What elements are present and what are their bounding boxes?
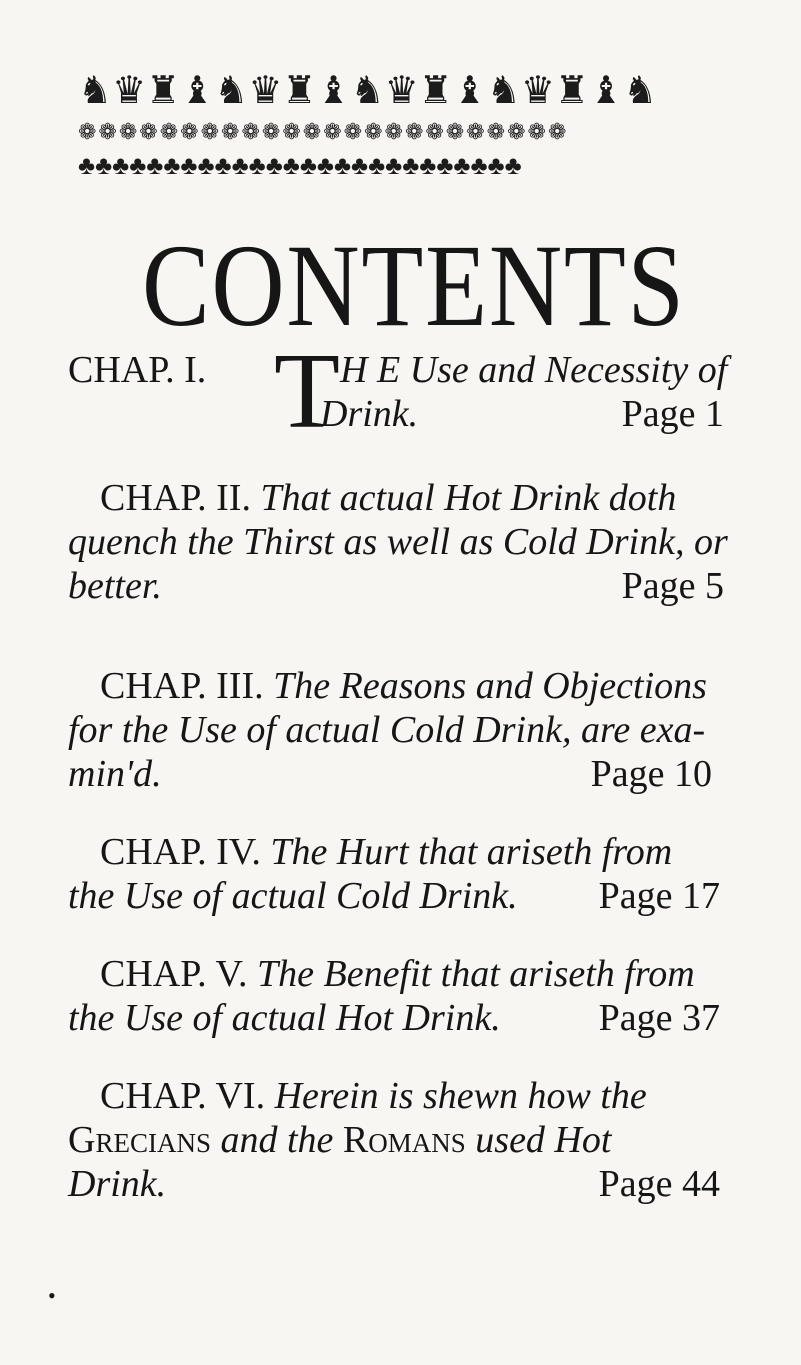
chapter-title-line: Drink. bbox=[320, 393, 419, 435]
chapter-title-line: min'd. bbox=[68, 753, 162, 795]
page-reference: Page 37 bbox=[598, 997, 720, 1039]
chapter-title-line: The Hurt that ariseth from bbox=[270, 831, 673, 873]
page-reference: Page 17 bbox=[598, 875, 720, 917]
printer-mark: • bbox=[48, 1283, 56, 1308]
chapter-title-line: The Benefit that ariseth from bbox=[257, 953, 695, 995]
ornament-border-middle: ❁❁❁❁❁❁❁❁❁❁❁❁❁❁❁❁❁❁❁❁❁❁❁❁ bbox=[78, 119, 569, 144]
chapter-title-line: H E Use and Necessity of bbox=[340, 349, 728, 391]
chapter-title-line: for the Use of actual Cold Drink, are exa- bbox=[68, 709, 706, 751]
page-reference: Page 44 bbox=[598, 1163, 720, 1205]
chapter-title-word: Romans bbox=[342, 1119, 466, 1161]
chapter-number: CHAP. IV. bbox=[100, 831, 261, 873]
chapter-number: CHAP. II. bbox=[100, 477, 251, 519]
chapter-title-line: Drink. bbox=[68, 1163, 167, 1205]
chapter-title-line: Herein is shewn how the bbox=[274, 1075, 647, 1117]
page-reference: Page 1 bbox=[621, 393, 724, 435]
ornament-border-top: ♞♛♜♝♞♛♜♝♞♛♜♝♞♛♜♝♞ bbox=[78, 70, 658, 112]
chapter-title-word: and the bbox=[220, 1119, 334, 1161]
chapter-title-word: used Hot bbox=[475, 1119, 612, 1161]
chapter-title-word: Grecians bbox=[68, 1119, 211, 1161]
chapter-title-line: better. bbox=[68, 565, 162, 607]
page-reference: Page 5 bbox=[621, 565, 724, 607]
chapter-number: CHAP. VI. bbox=[100, 1075, 266, 1117]
ornament-border-bottom: ♣♣♣♣♣♣♣♣♣♣♣♣♣♣♣♣♣♣♣♣♣♣♣♣♣♣ bbox=[78, 151, 522, 180]
chapter-number: CHAP. III. bbox=[100, 665, 264, 707]
chapter-title-line: the Use of actual Hot Drink. bbox=[68, 997, 501, 1039]
chapter-number: CHAP. V. bbox=[100, 953, 248, 995]
page-reference: Page 10 bbox=[590, 753, 712, 795]
chapter-number: CHAP. I. bbox=[68, 349, 207, 391]
drop-cap: T bbox=[274, 332, 340, 451]
chapter-title-line: The Reasons and Objections bbox=[273, 665, 707, 707]
page-title: CONTENTS bbox=[142, 220, 686, 351]
chapter-title-line: That actual Hot Drink doth bbox=[260, 477, 677, 519]
chapter-title-line: the Use of actual Cold Drink. bbox=[68, 875, 518, 917]
chapter-title-line: quench the Thirst as well as Cold Drink, or bbox=[68, 521, 728, 563]
